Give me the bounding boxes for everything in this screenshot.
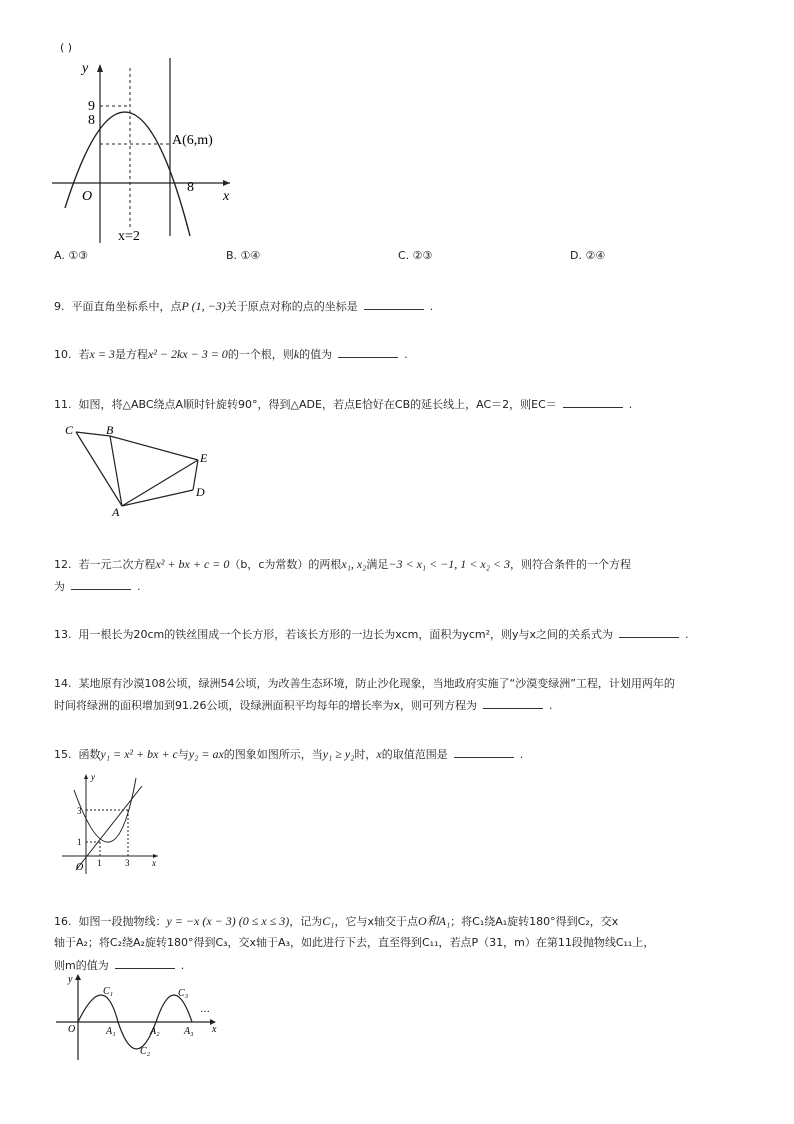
label-c3: C₃ [178, 988, 189, 999]
q8-parabola-graph [50, 58, 250, 248]
tick-9: 9 [88, 99, 95, 114]
answer-blank [115, 957, 175, 969]
y-axis-label: y [91, 772, 95, 782]
origin-label: O [76, 862, 84, 873]
answer-paren: ( ) [60, 41, 73, 54]
question-16-line2: 轴于A₂；将C₂绕A₂旋转180°得到C₃，交x轴于A₃，如此进行下去，直至得到C₁₁，若点P（31，m）在第11段抛物线C₁₁上， [54, 936, 655, 949]
label-b: B [106, 423, 114, 437]
q16-parabola-chain-graph [56, 972, 226, 1064]
answer-blank [483, 697, 543, 709]
option-b: B. ①④ [226, 249, 261, 262]
answer-blank [338, 346, 398, 358]
tick-8-y: 8 [88, 113, 95, 128]
label-e: E [200, 451, 208, 465]
question-14-line2: 时间将绿洲的面积增加到91.26公顷，设绿洲面积平均每年的增长率为x，则可列方程为 . [54, 699, 553, 712]
label-a3: A₃ [184, 1026, 194, 1037]
question-9: 9. 平面直角坐标系中，点P (1, −3)关于原点对称的点的坐标是 . [54, 299, 434, 313]
answer-blank [454, 746, 514, 758]
tick-3-y: 3 [77, 806, 82, 816]
x-axis-label: x [223, 189, 230, 204]
answer-blank [563, 396, 623, 408]
question-12: 12. 若一元二次方程x² + bx + c = 0（b，c为常数）的两根x₁, x₂满足−3 < x₁ < −1, 1 < x₂ < 3，则符合条件的一个方程 [54, 557, 631, 571]
label-c2: C₂ [140, 1046, 151, 1057]
question-14: 14. 某地原有沙漠108公顷，绿洲54公顷，为改善生态环境，防止沙化现象，当地政府实施了“沙漠变绿洲”工程，计划用两年的 [54, 677, 675, 690]
question-15: 15. 函数y₁ = x² + bx + c与y₂ = ax的图象如图所示，当y₁ ≥ y₂时，x的取值范围是 . [54, 747, 524, 761]
question-16: 16. 如图一段抛物线：y = −x (x − 3) (0 ≤ x ≤ 3)，记为C₁，它与x轴交于点O和A₁；将C₁绕A₁旋转180°得到C₂，交x [54, 914, 619, 928]
answer-blank [71, 578, 131, 590]
origin-label: O [82, 189, 93, 204]
x-axis-label: x [152, 858, 156, 868]
x-axis-label: x [212, 1024, 217, 1035]
y-axis-label: y [68, 974, 73, 985]
label-d: D [196, 485, 205, 499]
option-a: A. ①③ [54, 249, 89, 262]
question-13: 13. 用一根长为20cm的铁丝围成一个长方形，若该长方形的一边长为xcm，面积为ycm²，则y与x之间的关系式为 . [54, 628, 689, 641]
question-12-line2: 为 . [54, 580, 141, 593]
label-a: A [112, 505, 120, 519]
tick-8-x: 8 [187, 180, 194, 195]
question-10: 10. 若x = 3是方程x² − 2kx − 3 = 0的一个根，则k的值为 . [54, 347, 408, 361]
option-d: D. ②④ [570, 249, 606, 262]
option-c: C. ②③ [398, 249, 433, 262]
axis-of-symmetry-label: x=2 [118, 229, 140, 244]
q15-function-graph [62, 770, 170, 878]
tick-1-x: 1 [97, 858, 102, 868]
answer-blank [364, 298, 424, 310]
question-16-line3: 则m的值为 . [54, 959, 185, 972]
answer-blank [619, 626, 679, 638]
label-a2: A₂ [150, 1026, 160, 1037]
question-11: 11. 如图，将△ABC绕点A顺时针旋转90°，得到△ADE，若点E恰好在CB的延长线上，AC＝2，则EC＝ . [54, 398, 633, 411]
ellipsis: … [200, 1004, 210, 1015]
tick-3-x: 3 [125, 858, 130, 868]
label-c1: C₁ [103, 986, 114, 997]
label-c: C [65, 423, 74, 437]
q11-triangle-figure [58, 420, 218, 520]
origin-label: O [68, 1024, 76, 1035]
label-a1: A₁ [106, 1026, 116, 1037]
tick-1-y: 1 [77, 837, 82, 847]
point-a-label: A(6,m) [172, 133, 213, 148]
y-axis-label: y [82, 61, 89, 76]
